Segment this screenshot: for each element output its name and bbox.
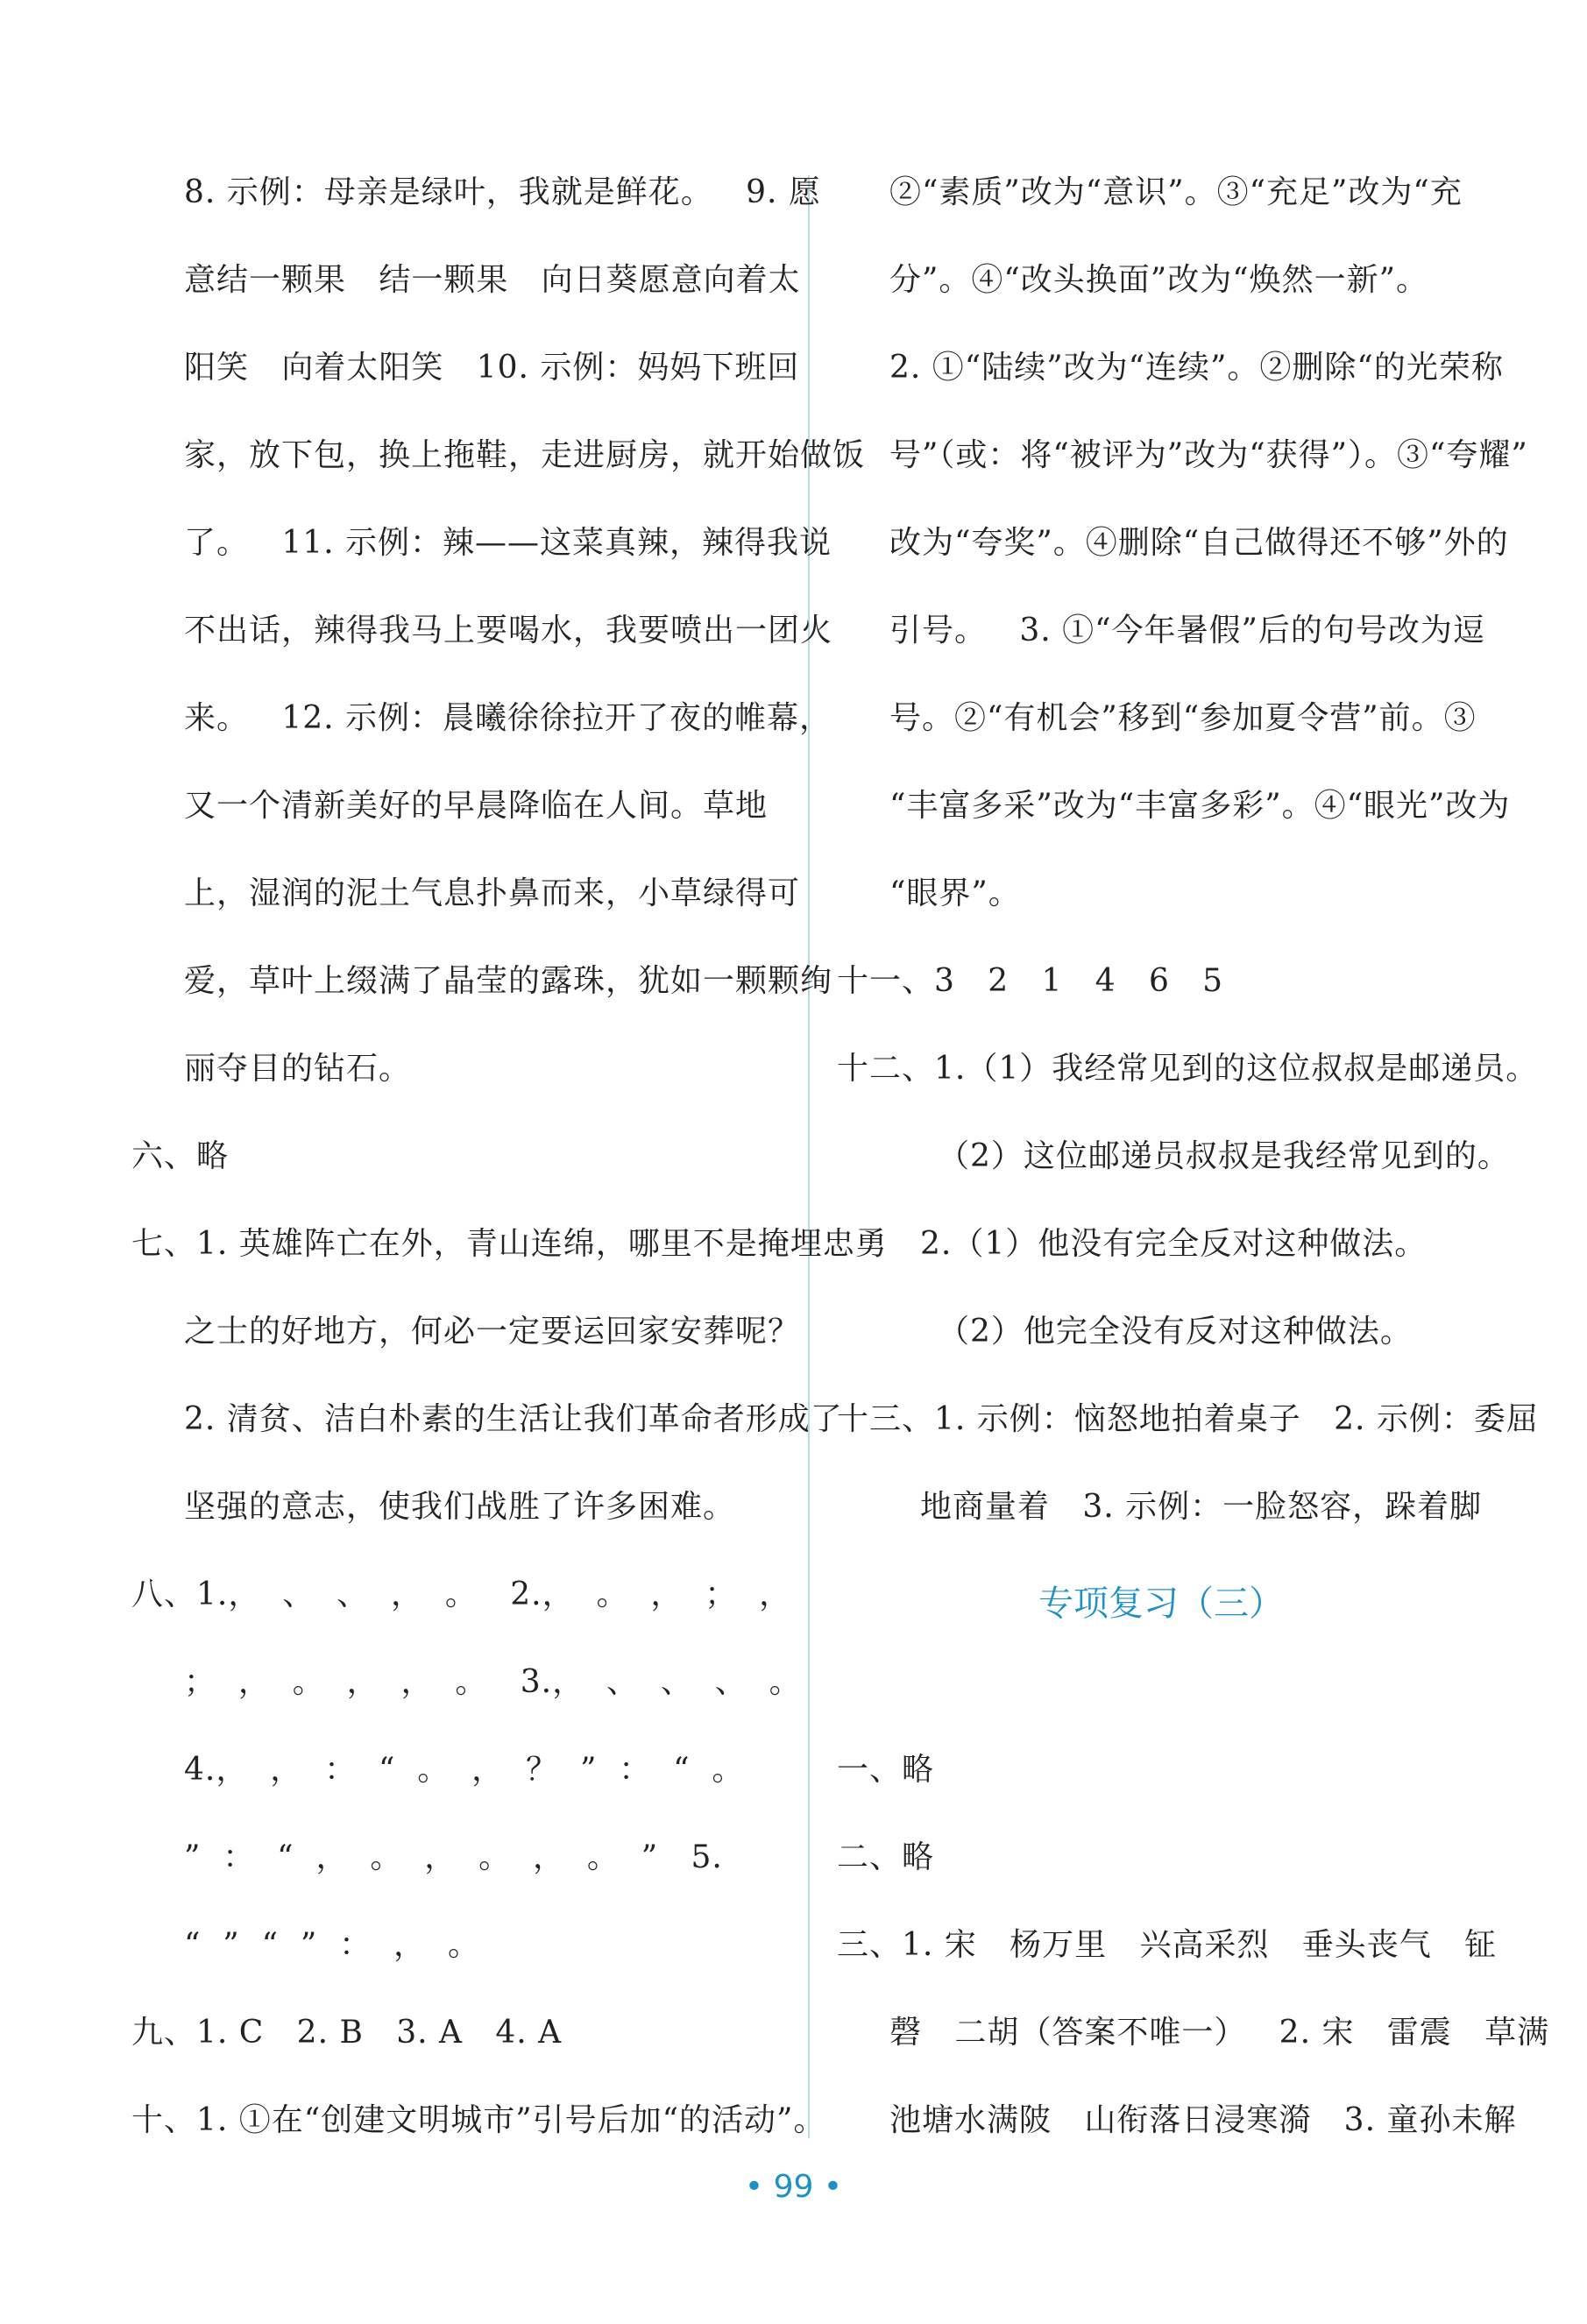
answer-line: 爱，草叶上缀满了晶莹的露珠，犹如一颗颗绚 xyxy=(184,963,833,999)
answer-line: 号。②“有机会”移到“参加夏令营”前。③ xyxy=(889,700,1477,736)
section-gap xyxy=(837,1647,1485,1735)
answer-line: 八、1.， 、 、 ， 。 2.， 。 ， ； ， xyxy=(131,1576,792,1612)
answer-line: 引号。 3. ①“今年暑假”后的句号改为逗 xyxy=(889,613,1485,648)
answer-line: 又一个清新美好的早晨降临在人间。草地 xyxy=(184,788,769,824)
answer-line: 地商量着 3. 示例：一脸怒容，跺着脚 xyxy=(920,1489,1483,1525)
answer-line: 之士的好地方，何必一定要运回家安葬呢？ xyxy=(184,1314,801,1350)
answer-line: 二、略 xyxy=(837,1839,935,1875)
answer-line: 池塘水满陂 山衔落日浸寒漪 3. 童孙未解 xyxy=(889,2102,1517,2138)
answer-line: 坚强的意志，使我们战胜了许多困难。 xyxy=(184,1489,736,1525)
answer-line: ②“素质”改为“意识”。③“充足”改为“充 xyxy=(889,174,1463,210)
answer-line: 来。 12. 示例：晨曦徐徐拉开了夜的帷幕， xyxy=(184,700,832,736)
answer-line: 六、略 xyxy=(131,1138,230,1174)
answer-line: 家，放下包，换上拖鞋，走进厨房，就开始做饭 xyxy=(184,437,866,473)
answer-line: 丽夺目的钻石。 xyxy=(184,1051,412,1087)
answer-line: （2）他完全没有反对这种做法。 xyxy=(938,1314,1413,1350)
answer-line: 三、1. 宋 杨万里 兴高采烈 垂头丧气 钲 xyxy=(837,1927,1498,1963)
answer-line: 十、1. ①在“创建文明城市”引号后加“的活动”。 xyxy=(131,2102,826,2138)
answer-line: 七、1. 英雄阵亡在外，青山连绵，哪里不是掩埋忠勇 xyxy=(131,1226,888,1262)
answer-line: 十三、1. 示例：恼怒地拍着桌子 2. 示例：委屈 xyxy=(837,1401,1539,1437)
answer-line: 2. 清贫、洁白朴素的生活让我们革命者形成了 xyxy=(184,1401,843,1437)
answer-line: 了。 11. 示例：辣——这菜真辣，辣得我说 xyxy=(184,525,832,561)
answer-line: 2. ①“陆续”改为“连续”。②删除“的光荣称 xyxy=(889,350,1504,386)
answer-line: 十二、1.（1）我经常见到的这位叔叔是邮递员。 xyxy=(837,1051,1539,1087)
answer-line: “ ” “ ” ： ， 。 xyxy=(184,1927,480,1963)
answer-line: “眼界”。 xyxy=(889,875,1021,911)
answer-line: 号”（或：将“被评为”改为“获得”）。③“夸耀” xyxy=(889,437,1528,473)
answer-line: 分”。④“改头换面”改为“焕然一新”。 xyxy=(889,262,1429,298)
answer-line: 4.， ， ： “ 。 ， ？ ” ： “ 。 xyxy=(184,1752,745,1788)
answer-line: 意结一颗果 结一颗果 向日葵愿意向着太 xyxy=(184,262,801,298)
answer-line: 磬 二胡（答案不唯一） 2. 宋 雷震 草满 xyxy=(889,2015,1550,2051)
answer-line: （2）这位邮递员叔叔是我经常见到的。 xyxy=(938,1138,1510,1174)
answer-line: ； ， 。 ， ， 。 3.， 、 、 、 。 xyxy=(184,1664,802,1700)
answer-line: 8. 示例：母亲是绿叶，我就是鲜花。 9. 愿 xyxy=(184,174,821,210)
answer-line: 2.（1）他没有完全反对这种做法。 xyxy=(920,1226,1428,1262)
answer-line: 九、1. C 2. B 3. A 4. A xyxy=(131,2015,563,2051)
answer-line: 改为“夸奖”。④删除“自己做得还不够”外的 xyxy=(889,525,1509,561)
answer-line: ” ： “ ， 。 ， 。 ， 。 ” 5. xyxy=(184,1839,723,1875)
answer-line: 一、略 xyxy=(837,1752,935,1788)
section-title: 专项复习（三） xyxy=(1038,1584,1284,1624)
answer-line: 十一、3 2 1 4 6 5 xyxy=(837,963,1224,999)
page-number: • 99 • xyxy=(744,2169,843,2205)
answer-line: 阳笑 向着太阳笑 10. 示例：妈妈下班回 xyxy=(184,350,800,386)
right-column xyxy=(837,158,1550,2173)
answer-line: 上，湿润的泥土气息扑鼻而来，小草绿得可 xyxy=(184,875,801,911)
right-column-section-answers xyxy=(837,1735,1550,2173)
right-column-answers xyxy=(837,158,1539,1560)
answer-line: “丰富多采”改为“丰富多彩”。④“眼光”改为 xyxy=(889,788,1511,824)
answer-line: 不出话，辣得我马上要喝水，我要喷出一团火 xyxy=(184,613,833,648)
